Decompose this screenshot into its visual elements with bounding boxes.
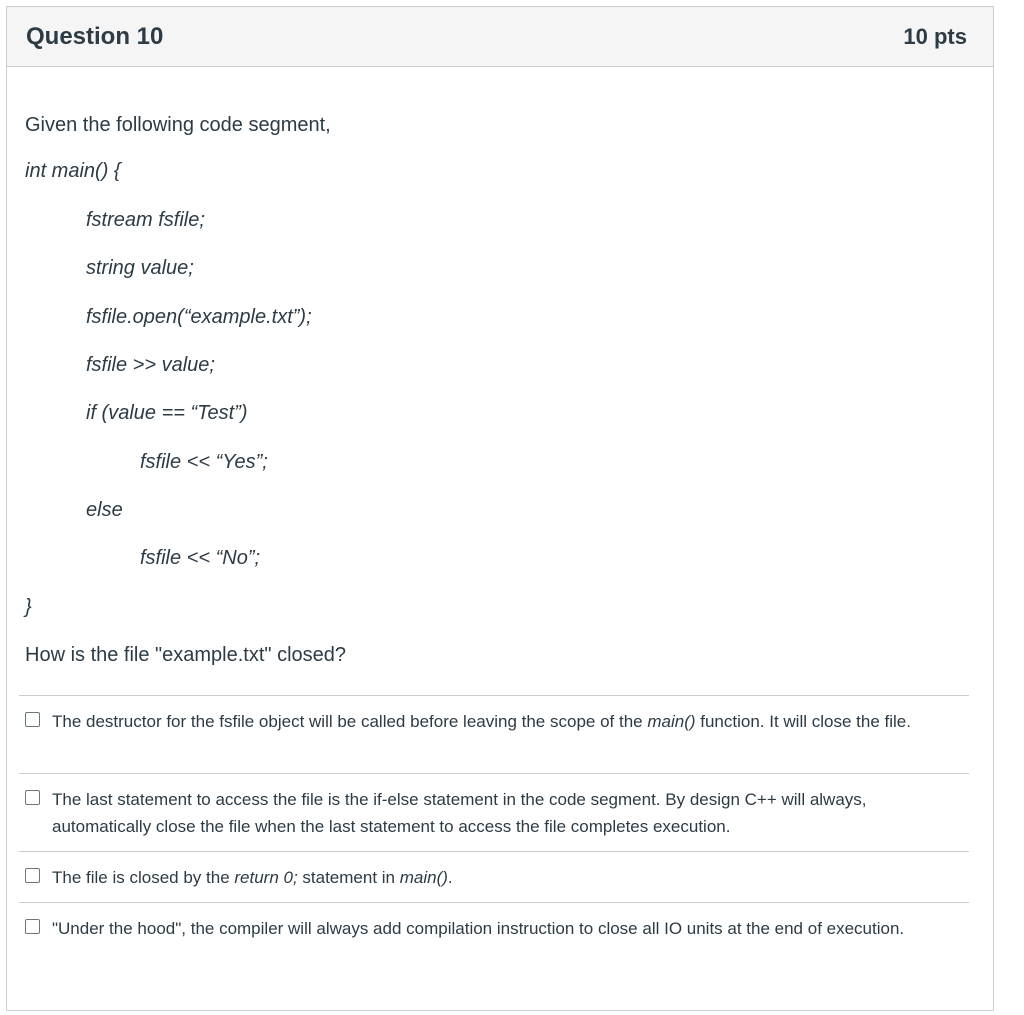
question-title: Question 10 <box>26 22 164 50</box>
code-line: fsfile << “No”; <box>140 547 261 569</box>
answer-option[interactable] <box>19 851 969 902</box>
answer-option[interactable] <box>19 695 969 773</box>
code-line: fsfile >> value; <box>86 354 215 376</box>
question-points: 10 pts <box>903 23 967 49</box>
code-line: } <box>25 596 32 618</box>
code-line: if (value == “Test”) <box>86 402 248 424</box>
code-line: int main() { <box>25 160 121 182</box>
code-line: fstream fsfile; <box>86 209 205 231</box>
checkbox[interactable] <box>25 790 40 805</box>
code-line: fsfile << “Yes”; <box>140 451 268 473</box>
answer-options <box>19 695 969 980</box>
question-intro: Given the following code segment, <box>25 114 331 136</box>
checkbox[interactable] <box>25 919 40 934</box>
answer-text: The destructor for the fsfile object will be called before leaving the scope of the main() function. It will close the file. <box>52 712 911 731</box>
answer-text: The file is closed by the return 0; statement in main(). <box>52 868 453 887</box>
code-line: string value; <box>86 257 194 279</box>
answer-text: "Under the hood", the compiler will always add compilation instruction to close all IO units at the end of execution. <box>52 919 905 938</box>
answer-option[interactable] <box>19 902 969 980</box>
checkbox[interactable] <box>25 712 40 727</box>
checkbox[interactable] <box>25 868 40 883</box>
code-line: else <box>86 499 123 521</box>
question-prompt: How is the file "example.txt" closed? <box>25 644 347 666</box>
answer-text: The last statement to access the file is the if-else statement in the code segment. By design C++ will always, automatically close the file when the last statement to access the file completes execution. <box>52 790 867 836</box>
answer-option[interactable] <box>19 773 969 851</box>
code-line: fsfile.open(“example.txt”); <box>86 306 312 328</box>
question-header <box>7 7 993 67</box>
